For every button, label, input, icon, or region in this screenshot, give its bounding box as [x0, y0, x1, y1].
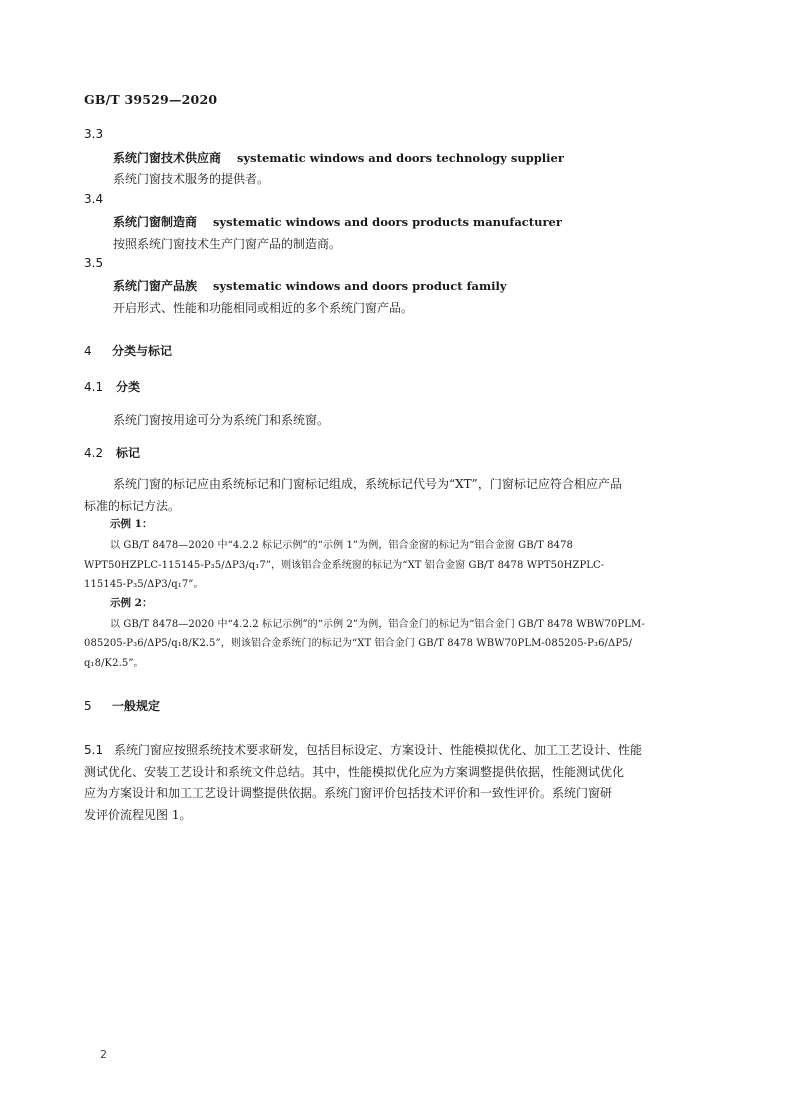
- term-entry: [113, 213, 562, 230]
- term-entry: [113, 277, 507, 294]
- subsection-title: 分类: [116, 380, 141, 394]
- example-label: 示例 2：: [110, 597, 153, 609]
- standard-code-header: GB/T 39529—2020: [84, 92, 218, 107]
- paragraph-line: 应为方案设计和加工工艺设计调整提供依据。系统门窗评价包括技术评价和一致性评价。系统门窗研: [84, 786, 613, 800]
- term-entry: [113, 149, 564, 166]
- section-number: 4: [84, 344, 92, 358]
- clause-first-line: [84, 741, 642, 758]
- paragraph-line: 测试优化、安装工艺设计和系统文件总结。其中，性能模拟优化应为方案调整提供依据，性能测试优化: [84, 765, 625, 779]
- term-definition: 系统门窗技术服务的提供者。: [113, 172, 270, 186]
- term-zh: 系统门窗产品族: [113, 279, 198, 293]
- term-zh: 系统门窗技术供应商: [113, 151, 222, 165]
- example-line: 085205-P₃6/ΔP5/q₁8/K2.5”，则该铝合金系统门的标记为“XT 铝合金门 GB/T 8478 WBW70PLM-085205-P₃6/ΔP5/: [84, 638, 633, 649]
- section-title: 分类与标记: [112, 344, 173, 358]
- page-number: 2: [100, 1048, 107, 1061]
- term-definition: 按照系统门窗技术生产门窗产品的制造商。: [113, 237, 342, 251]
- subsection-number: 4.1: [84, 380, 104, 394]
- paragraph-line: 标准的标记方法。: [84, 499, 181, 513]
- section-heading-5: [84, 697, 160, 714]
- term-definition: 开启形式、性能和功能相同或相近的多个系统门窗产品。: [113, 301, 414, 315]
- term-en: systematic windows and doors product family: [213, 279, 507, 293]
- subsection-number: 4.2: [84, 446, 104, 460]
- section-title: 一般规定: [112, 699, 161, 713]
- subsection-heading-4-1: [84, 378, 140, 395]
- subsection-title: 标记: [116, 446, 141, 460]
- term-en: systematic windows and doors technology supplier: [237, 151, 564, 165]
- term-number: 3.5: [84, 256, 104, 270]
- paragraph-line: 发评价流程见图 1。: [84, 808, 192, 822]
- example-line: WPT50HZPLC-115145-P₃5/ΔP3/q₁7”，则该铝合金系统窗的标记为“XT 铝合金窗 GB/T 8478 WPT50HZPLC-: [84, 560, 605, 571]
- example-line: 以 GB/T 8478—2020 中“4.2.2 标记示例”的“示例 1”为例，铝合金窗的标记为“铝合金窗 GB/T 8478: [110, 540, 574, 551]
- paragraph-line: 系统门窗的标记应由系统标记和门窗标记组成，系统标记代号为“XT”，门窗标记应符合相应产品: [113, 477, 622, 491]
- section-heading-4: [84, 342, 172, 359]
- example-label: 示例 1：: [110, 518, 153, 530]
- term-en: systematic windows and doors products manufacturer: [213, 215, 562, 229]
- clause-number: 5.1: [84, 743, 104, 757]
- subsection-heading-4-2: [84, 444, 140, 461]
- term-zh: 系统门窗制造商: [113, 215, 198, 229]
- paragraph-line: 系统门窗应按照系统技术要求研发，包括目标设定、方案设计、性能模拟优化、加工工艺设计、性能: [114, 743, 643, 757]
- example-line: 以 GB/T 8478—2020 中“4.2.2 标记示例”的“示例 2”为例，铝合金门的标记为“铝合金门 GB/T 8478 WBW70PLM-: [110, 619, 645, 630]
- paragraph-line: 系统门窗按用途可分为系统门和系统窗。: [113, 413, 330, 427]
- term-number: 3.3: [84, 127, 104, 141]
- term-number: 3.4: [84, 192, 104, 206]
- example-line: 115145-P₃5/ΔP3/q₁7”。: [84, 579, 204, 590]
- section-number: 5: [84, 699, 92, 713]
- example-line: q₁8/K2.5”。: [84, 658, 144, 669]
